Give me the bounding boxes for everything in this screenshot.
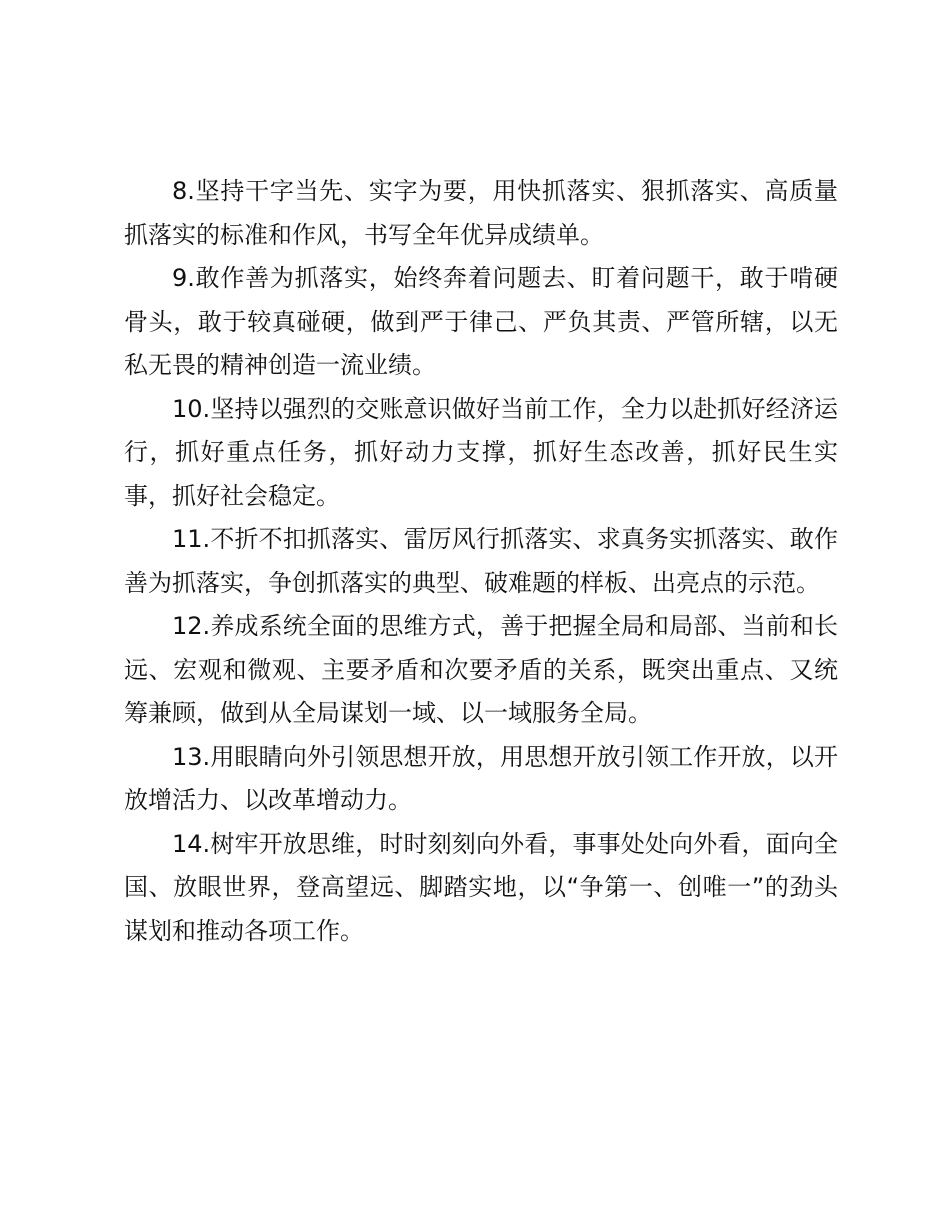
paragraph-14: 14.树牢开放思维，时时刻刻向外看，事事处处向外看，面向全国、放眼世界，登高望远、脚踏实地，以“争第一、创唯一”的劲头谋划和推动各项工作。 bbox=[124, 829, 838, 945]
paragraph-11: 11.不折不扣抓落实、雷厉风行抓落实、求真务实抓落实、敢作善为抓落实，争创抓落实的典型、破难题的样板、出亮点的示范。 bbox=[124, 525, 838, 597]
paragraph-12: 12.养成系统全面的思维方式，善于把握全局和局部、当前和长远、宏观和微观、主要矛盾和次要矛盾的关系，既突出重点、又统筹兼顾，做到从全局谋划一域、以一域服务全局。 bbox=[124, 612, 838, 727]
paragraph-13: 13.用眼睛向外引领思想开放，用思想开放引领工作开放，以开放增活力、以改革增动力。 bbox=[124, 742, 838, 814]
paragraph-8: 8.坚持干字当先、实字为要，用快抓落实、狠抓落实、高质量抓落实的标准和作风，书写全年优异成绩单。 bbox=[124, 177, 838, 249]
paragraph-10: 10.坚持以强烈的交账意识做好当前工作，全力以赴抓好经济运行，抓好重点任务，抓好动力支撑，抓好生态改善，抓好民生实事，抓好社会稳定。 bbox=[124, 394, 838, 510]
document-page bbox=[124, 170, 838, 953]
paragraph-9: 9.敢作善为抓落实，始终奔着问题去、盯着问题干，敢于啃硬骨头，敢于较真碰硬，做到严于律己、严负其责、严管所辖，以无私无畏的精神创造一流业绩。 bbox=[124, 264, 838, 379]
